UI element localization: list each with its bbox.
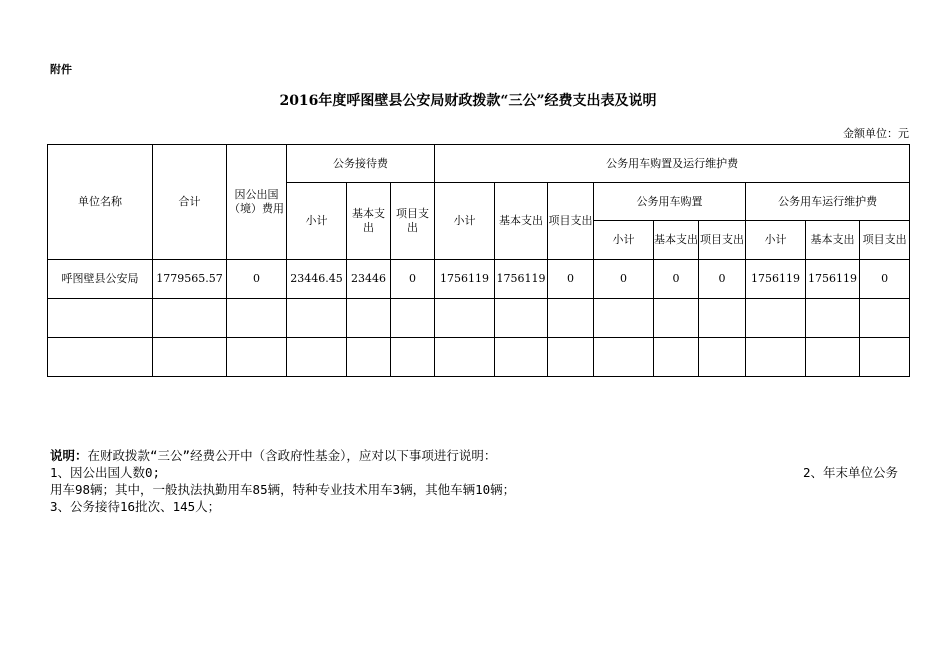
cell-purchase-basic: 0 <box>654 260 699 299</box>
cell-maint-project: 0 <box>860 260 910 299</box>
header-maint-project: 项目支出 <box>860 221 910 260</box>
header-maint-basic: 基本支出 <box>806 221 860 260</box>
header-maint-subtotal: 小计 <box>746 221 806 260</box>
notes-item-3: 3、公务接待16批次、145人； <box>50 499 221 514</box>
notes-item-1: 1、因公出国人数0; <box>50 465 161 480</box>
empty-row <box>48 299 910 338</box>
header-reception-basic: 基本支出 <box>347 183 391 260</box>
header-abroad: 因公出国（境）费用 <box>227 145 287 260</box>
header-vehicle: 公务用车购置及运行维护费 <box>435 145 910 183</box>
cell-vehicle-basic: 1756119 <box>495 260 548 299</box>
cell-reception-project: 0 <box>391 260 435 299</box>
header-vehicle-maintenance: 公务用车运行维护费 <box>746 183 910 221</box>
notes-item-2-line <box>50 481 910 498</box>
header-reception-project: 项目支出 <box>391 183 435 260</box>
expense-table <box>47 144 910 377</box>
attachment-label: 附件 <box>50 63 72 76</box>
header-purchase-project: 项目支出 <box>699 221 746 260</box>
cell-purchase-project: 0 <box>699 260 746 299</box>
header-vehicle-purchase: 公务用车购置 <box>594 183 746 221</box>
header-vehicle-subtotal: 小计 <box>435 183 495 260</box>
empty-row <box>48 338 910 377</box>
cell-purchase-subtotal: 0 <box>594 260 654 299</box>
cell-reception-subtotal: 23446.45 <box>287 260 347 299</box>
cell-unit-name: 呼图壁县公安局 <box>48 260 153 299</box>
header-purchase-subtotal: 小计 <box>594 221 654 260</box>
notes-lead: 说明： <box>50 448 88 463</box>
notes-item-3-line <box>50 498 910 515</box>
cell-reception-basic: 23446 <box>347 260 391 299</box>
header-purchase-basic: 基本支出 <box>654 221 699 260</box>
notes-intro-line <box>50 447 910 464</box>
cell-abroad: 0 <box>227 260 287 299</box>
header-unit-name: 单位名称 <box>48 145 153 260</box>
notes-item-2-cont: 用车98辆；其中，一般执法执勤用车85辆，特种专业技术用车3辆，其他车辆10辆； <box>50 482 516 497</box>
cell-total: 1779565.57 <box>153 260 227 299</box>
header-vehicle-project: 项目支出 <box>548 183 594 260</box>
cell-maint-basic: 1756119 <box>806 260 860 299</box>
notes-item-line <box>50 464 910 481</box>
header-reception: 公务接待费 <box>287 145 435 183</box>
cell-vehicle-subtotal: 1756119 <box>435 260 495 299</box>
notes-section <box>50 447 910 515</box>
cell-vehicle-project: 0 <box>548 260 594 299</box>
header-row-1 <box>48 145 910 183</box>
header-reception-subtotal: 小计 <box>287 183 347 260</box>
amount-unit-label: 金额单位：元 <box>843 127 909 140</box>
header-vehicle-basic: 基本支出 <box>495 183 548 260</box>
table-row <box>48 260 910 299</box>
cell-maint-subtotal: 1756119 <box>746 260 806 299</box>
notes-intro: 在财政拨款“三公”经费公开中（含政府性基金），应对以下事项进行说明： <box>87 448 497 463</box>
page-title: 2016年度呼图壁县公安局财政拨款“三公”经费支出表及说明 <box>279 93 657 109</box>
header-total: 合计 <box>153 145 227 260</box>
notes-item-2-start: 2、年末单位公务 <box>802 465 898 480</box>
